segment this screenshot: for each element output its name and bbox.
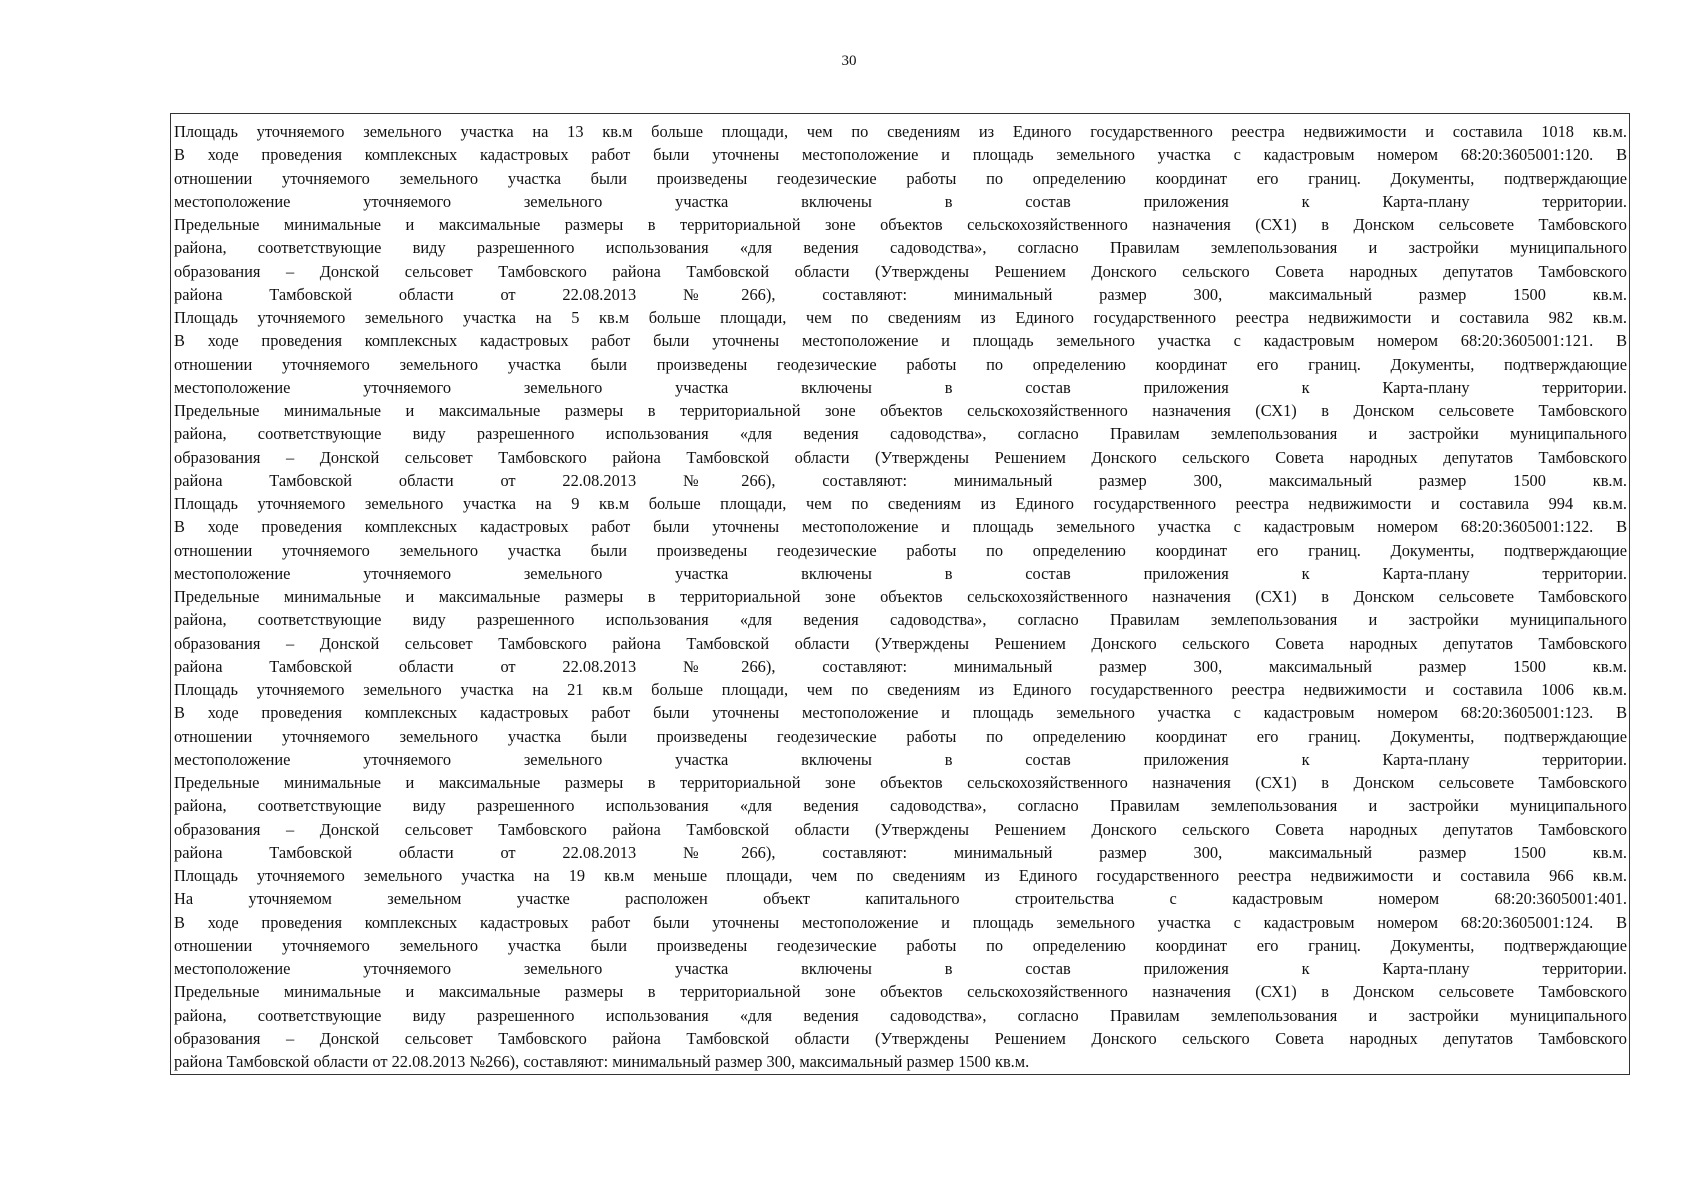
text-line: района, соответствующие виду разрешенного использования «для ведения садоводства», согласно Правилам землепользования и застройки муниципального <box>174 424 1627 444</box>
text-line: отношении уточняемого земельного участка были произведены геодезические работы по определению координат его границ. Документы, подтверждающие <box>174 540 1627 560</box>
text-line: района, соответствующие виду разрешенного использования «для ведения садоводства», согласно Правилам землепользования и застройки муниципального <box>174 796 1627 816</box>
page-number: 30 <box>841 53 857 69</box>
text-line: На уточняемом земельном участке расположен объект капитального строительства с кадастровым номером 68:20:3605001:401. <box>174 889 1627 909</box>
text-line: Площадь уточняемого земельного участка на 19 кв.м меньше площади, чем по сведениям из Единого государственного реестра недвижимости и составила 966 кв.м. <box>174 866 1627 885</box>
text-line: образования – Донской сельсовет Тамбовского района Тамбовской области (Утверждены Решением Донского сельского Совета народных депутатов Тамбовского <box>174 633 1627 653</box>
text-line: района, соответствующие виду разрешенного использования «для ведения садоводства», согласно Правилам землепользования и застройки муниципального <box>174 610 1627 630</box>
text-line: Предельные минимальные и максимальные размеры в территориальной зоне объектов сельскохозяйственного назначения (СХ1) в Донском сельсовете Тамбовского <box>174 982 1627 1002</box>
text-line: местоположение уточняемого земельного участка включены в состав приложения к Карта-плану территории. <box>174 749 1627 769</box>
text-line: образования – Донской сельсовет Тамбовского района Тамбовской области (Утверждены Решением Донского сельского Совета народных депутатов Тамбовского <box>174 1028 1627 1048</box>
text-line: образования – Донской сельсовет Тамбовского района Тамбовской области (Утверждены Решением Донского сельского Совета народных депутатов Тамбовского <box>174 819 1627 839</box>
text-line: Предельные минимальные и максимальные размеры в территориальной зоне объектов сельскохозяйственного назначения (СХ1) в Донском сельсовете Тамбовского <box>174 587 1627 606</box>
text-line: отношении уточняемого земельного участка были произведены геодезические работы по определению координат его границ. Документы, подтверждающие <box>174 168 1627 188</box>
text-line: района Тамбовской области от 22.08.2013 №266), составляют: минимальный размер 300, максимальный размер 1500 кв.м. <box>174 470 1627 490</box>
text-line: В ходе проведения комплексных кадастровых работ были уточнены местоположение и площадь земельного участка с кадастровым номером 68:20:3605001:121. В <box>174 331 1627 351</box>
text-line: Площадь уточняемого земельного участка на 5 кв.м больше площади, чем по сведениям из Единого государственного реестра недвижимости и составила 982 кв.м. <box>174 308 1627 327</box>
text-line: В ходе проведения комплексных кадастровых работ были уточнены местоположение и площадь земельного участка с кадастровым номером 68:20:3605001:124. В <box>174 912 1627 932</box>
text-line: Предельные минимальные и максимальные размеры в территориальной зоне объектов сельскохозяйственного назначения (СХ1) в Донском сельсовете Тамбовского <box>174 773 1627 792</box>
text-line: Площадь уточняемого земельного участка на 9 кв.м больше площади, чем по сведениям из Единого государственного реестра недвижимости и составила 994 кв.м. <box>174 494 1627 513</box>
text-frame <box>170 113 1630 1075</box>
text-line: района, соответствующие виду разрешенного использования «для ведения садоводства», согласно Правилам землепользования и застройки муниципального <box>174 238 1627 258</box>
text-line: Предельные минимальные и максимальные размеры в территориальной зоне объектов сельскохозяйственного назначения (СХ1) в Донском сельсовете Тамбовского <box>174 215 1627 234</box>
text-line: Площадь уточняемого земельного участка на 13 кв.м больше площади, чем по сведениям из Единого государственного реестра недвижимости и составила 1018 кв.м. <box>174 122 1627 141</box>
text-line: местоположение уточняемого земельного участка включены в состав приложения к Карта-плану территории. <box>174 191 1627 211</box>
text-line: Площадь уточняемого земельного участка на 21 кв.м больше площади, чем по сведениям из Единого государственного реестра недвижимости и составила 1006 кв.м. <box>174 680 1627 699</box>
text-line: отношении уточняемого земельного участка были произведены геодезические работы по определению координат его границ. Документы, подтверждающие <box>174 354 1627 374</box>
text-line: В ходе проведения комплексных кадастровых работ были уточнены местоположение и площадь земельного участка с кадастровым номером 68:20:3605001:120. В <box>174 145 1627 165</box>
text-line: образования – Донской сельсовет Тамбовского района Тамбовской области (Утверждены Решением Донского сельского Совета народных депутатов Тамбовского <box>174 261 1627 281</box>
text-line: образования – Донской сельсовет Тамбовского района Тамбовской области (Утверждены Решением Донского сельского Совета народных депутатов Тамбовского <box>174 447 1627 467</box>
text-line: местоположение уточняемого земельного участка включены в состав приложения к Карта-плану территории. <box>174 563 1627 583</box>
text-line: района Тамбовской области от 22.08.2013 №266), составляют: минимальный размер 300, максимальный размер 1500 кв.м. <box>174 284 1627 304</box>
text-line: Предельные минимальные и максимальные размеры в территориальной зоне объектов сельскохозяйственного назначения (СХ1) в Донском сельсовете Тамбовского <box>174 401 1627 420</box>
text-line: района, соответствующие виду разрешенного использования «для ведения садоводства», согласно Правилам землепользования и застройки муниципального <box>174 1005 1627 1025</box>
text-line: местоположение уточняемого земельного участка включены в состав приложения к Карта-плану территории. <box>174 377 1627 397</box>
text-line: местоположение уточняемого земельного участка включены в состав приложения к Карта-плану территории. <box>174 959 1627 978</box>
text-line: В ходе проведения комплексных кадастровых работ были уточнены местоположение и площадь земельного участка с кадастровым номером 68:20:3605001:122. В <box>174 517 1627 537</box>
text-line: района Тамбовской области от 22.08.2013 №266), составляют: минимальный размер 300, максимальный размер 1500 кв.м. <box>174 842 1627 862</box>
text-line: района Тамбовской области от 22.08.2013 №266), составляют: минимальный размер 300, максимальный размер 1500 кв.м. <box>174 656 1627 676</box>
text-line: отношении уточняемого земельного участка были произведены геодезические работы по определению координат его границ. Документы, подтверждающие <box>174 726 1627 746</box>
text-line: района Тамбовской области от 22.08.2013 №266), составляют: минимальный размер 300, максимальный размер 1500 кв.м. <box>174 1052 1030 1071</box>
text-line: В ходе проведения комплексных кадастровых работ были уточнены местоположение и площадь земельного участка с кадастровым номером 68:20:3605001:123. В <box>174 703 1627 723</box>
text-line: отношении уточняемого земельного участка были произведены геодезические работы по определению координат его границ. Документы, подтверждающие <box>174 935 1627 955</box>
